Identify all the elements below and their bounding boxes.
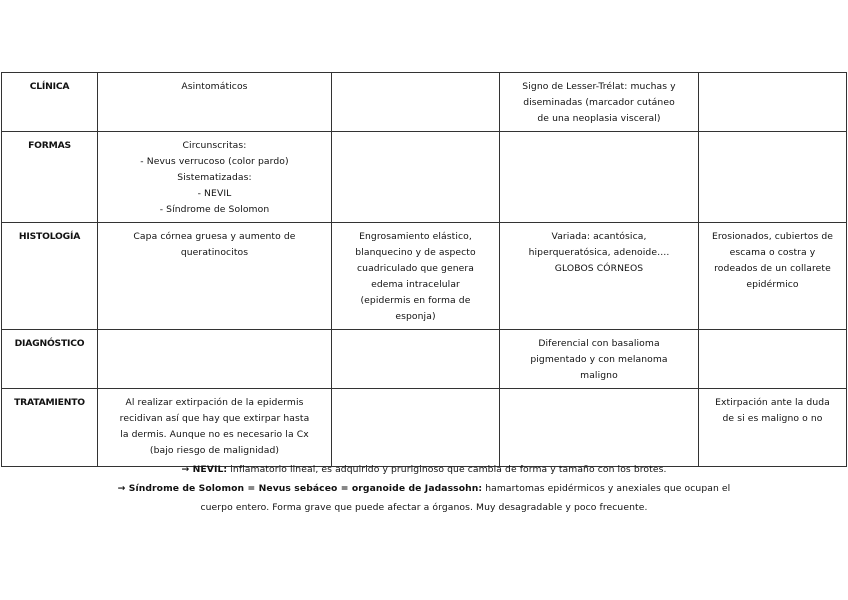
table-row [2,223,847,330]
cell-text-line: edema intracelular [371,279,460,290]
cell-text-line: epidérmico [746,279,799,290]
cell-text-line: diseminadas (marcador cutáneo [523,97,675,108]
table-cell-col2 [332,132,500,223]
row-label: CLÍNICA [2,73,98,132]
cell-text-line: rodeados de un collarete [714,263,831,274]
note-nevil [0,460,848,479]
cell-text-line: recidivan así que hay que extirpar hasta [119,413,310,424]
table-cell-col1 [98,73,332,132]
row-label: FORMAS [2,132,98,223]
table-cell-col4 [699,73,847,132]
row-label: HISTOLOGÍA [2,223,98,330]
table-row [2,389,847,467]
cell-text-line: (bajo riesgo de malignidad) [149,445,280,456]
table-cell-col3 [500,389,699,467]
table-cell-col3 [500,223,699,330]
table-cell-col1 [98,223,332,330]
cell-text-line: - Síndrome de Solomon [159,204,270,215]
cell-text-line: hiperqueratósica, adenoide…. [528,247,670,258]
summary-table [1,72,847,467]
table-cell-col2 [332,330,500,389]
note-solomon [0,479,848,498]
footnotes [0,460,848,517]
cell-text-line: Sistematizadas: [177,172,252,183]
cell-text-line: Erosionados, cubiertos de [711,231,834,242]
cell-text-line: pigmentado y con melanoma [530,354,668,365]
table-cell-col4 [699,389,847,467]
table-body [2,73,847,467]
cell-text-line: Al realizar extirpación de la epidermis [125,397,304,408]
cell-text-line: - NEVIL [197,188,232,199]
table-cell-col2 [332,223,500,330]
table-cell-col1 [98,132,332,223]
table-cell-col2 [332,389,500,467]
note-solomon-continued: cuerpo entero. Forma grave que puede afectar a órganos. Muy desagradable y poco frecuente. [200,502,648,513]
cell-text-line: Extirpación ante la duda [715,397,830,408]
table-row [2,73,847,132]
table-cell-col1 [98,330,332,389]
cell-text-line: maligno [580,370,618,381]
table-row [2,330,847,389]
cell-text-line: Variada: acantósica, [551,231,647,242]
cell-text-line: (epidermis en forma de [360,295,471,306]
table-cell-col4 [699,132,847,223]
cell-text-line: Circunscritas: [182,140,247,151]
cell-text-line: de si es maligno o no [722,413,823,424]
cell-text-line: cuadriculado que genera [357,263,474,274]
cell-text-line: GLOBOS CÓRNEOS [554,263,644,274]
cell-text-line: Engrosamiento elástico, [359,231,472,242]
note-solomon-text-1: hamartomas epidérmicos y anexiales que ocupan el [482,483,731,494]
cell-text-line: esponja) [395,311,436,322]
table-cell-col4 [699,330,847,389]
table-cell-col3 [500,132,699,223]
table-cell-col3 [500,73,699,132]
cell-text-line: Signo de Lesser-Trélat: muchas y [522,81,676,92]
cell-text-line: Diferencial con basalioma [538,338,660,349]
cell-text-line: la dermis. Aunque no es necesario la Cx [120,429,309,440]
table-cell-col1 [98,389,332,467]
cell-text-line: blanquecino y de aspecto [355,247,476,258]
cell-text-line: escama o costra y [729,247,816,258]
cell-text-line: Capa córnea gruesa y aumento de [133,231,296,242]
table-cell-col3 [500,330,699,389]
cell-text-line: queratinocitos [180,247,249,258]
table-cell-col2 [332,73,500,132]
note-solomon-term: → Síndrome de Solomon = Nevus sebáceo = organoide de Jadassohn: [117,483,483,494]
row-label: TRATAMIENTO [2,389,98,467]
note-nevil-term: → NEVIL: [181,464,228,475]
note-nevil-text: inflamatorio lineal, es adquirido y pruriginoso que cambia de forma y tamaño con los brotes. [227,464,667,475]
cell-text-line: - Nevus verrucoso (color pardo) [140,156,289,167]
row-label: DIAGNÓSTICO [2,330,98,389]
table-cell-col4 [699,223,847,330]
cell-text-line: Asintomáticos [181,81,248,92]
table-row [2,132,847,223]
cell-text-line: de una neoplasia visceral) [537,113,661,124]
